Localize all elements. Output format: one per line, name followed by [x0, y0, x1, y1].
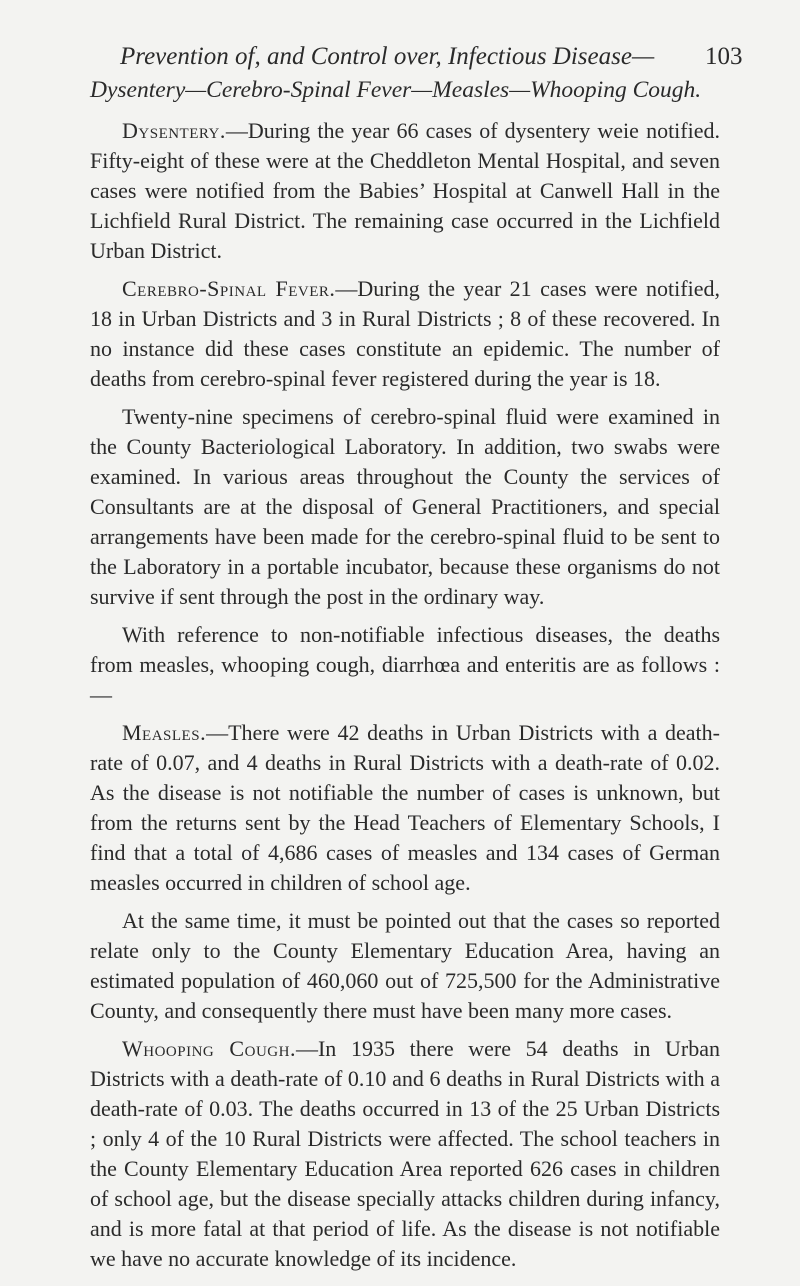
paragraph-whooping-cough: [90, 1034, 720, 1274]
paragraph-dysentery: [90, 116, 720, 266]
paragraph-heading: Measles.: [122, 720, 207, 745]
paragraph-text: With reference to non-notifiable infectious diseases, the deaths from measles, whooping cough, diarrhœa and enteritis are as follows :—: [90, 622, 720, 707]
paragraph-text: —There were 42 deaths in Urban Districts with a death-rate of 0.07, and 4 deaths in Rural Districts with a death-rate of 0.02. As the disease is not notifiable the number of cases is unknown, but from the returns sent by the Head Teachers of Elementary Schools, I find that a total of 4,686 cases of measles and 134 cases of German measles occurred in children of school age.: [90, 720, 720, 895]
paragraph-measles: [90, 718, 720, 898]
running-title: Prevention of, and Control over, Infectious Disease—: [120, 43, 655, 70]
paragraph-heading: Cerebro-Spinal Fever.: [122, 276, 336, 301]
paragraph-text: Twenty-nine specimens of cerebro-spinal fluid were examined in the County Bacteriological Laboratory. In addition, two swabs were examined. In various areas throughout the County the services of Consultants are at the disposal of General Practitioners, and special arrangements have been made for the cerebro-spinal fluid to be sent to the Laboratory in a portable incubator, because these organisms do not survive if sent through the post in the ordinary way.: [90, 404, 720, 609]
body-text: [90, 116, 720, 1282]
section-subtitle: Dysentery—Cerebro-Spinal Fever—Measles—Whooping Cough.: [90, 77, 702, 103]
running-head: [120, 40, 743, 74]
paragraph-cerebro-spinal-fever: [90, 274, 720, 394]
paragraph-specimens: [90, 402, 720, 612]
paragraph-non-notifiable: [90, 620, 720, 710]
paragraph-heading: Whooping Cough.: [122, 1036, 296, 1061]
paragraph-text: At the same time, it must be pointed out that the cases so reported relate only to the County Elementary Education Area, having an estimated population of 460,060 out of 725,500 for the Administrative County, and consequently there must have been many more cases.: [90, 908, 720, 1023]
paragraph-text: —During the year 21 cases were notified, 18 in Urban Districts and 3 in Rural Districts ; 8 of these recovered. In no instance did these cases constitute an epidemic. The number of deaths from cerebro-spinal fever registered during the year is 18.: [90, 276, 720, 391]
paragraph-text: —In 1935 there were 54 deaths in Urban Districts with a death-rate of 0.10 and 6 deaths in Rural Districts with a death-rate of 0.03. The deaths occurred in 13 of the 25 Urban Districts ; only 4 of the 10 Rural Districts were affected. The school teachers in the County Elementary Education Area reported 626 cases in children of school age, but the disease specially attacks children during infancy, and is more fatal at that period of life. As the disease is not notifiable we have no accurate knowledge of its incidence.: [90, 1036, 720, 1271]
page-number: 103: [705, 43, 743, 70]
paragraph-population: [90, 906, 720, 1026]
paragraph-text: —During the year 66 cases of dysentery weie notified. Fifty-eight of these were at the Cheddleton Mental Hospital, and seven cases were notified from the Babies’ Hospital at Canwell Hall in the Lichfield Rural District. The remaining case occurred in the Lichfield Urban District.: [90, 118, 720, 263]
paragraph-heading: Dysentery.: [122, 118, 226, 143]
